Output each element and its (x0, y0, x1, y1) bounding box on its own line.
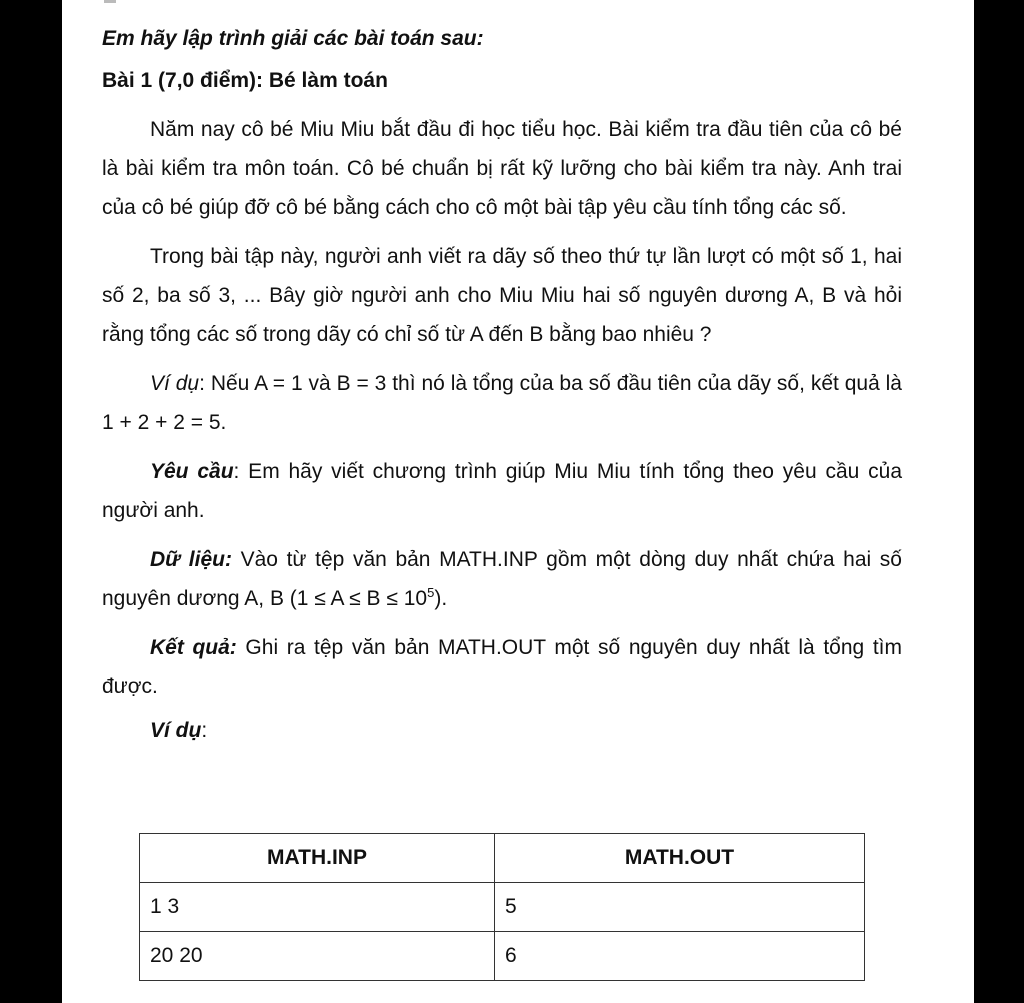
output-label: Kết quả: (150, 636, 237, 659)
cell-input: 1 3 (140, 883, 495, 932)
document-content (102, 24, 902, 756)
header-math-inp: MATH.INP (140, 834, 495, 883)
input-label: Dữ liệu: (150, 548, 232, 571)
example-text: : Nếu A = 1 và B = 3 thì nó là tổng của ba số đầu tiên của dãy số, kết quả là 1 + 2 + 2 = 5. (102, 372, 902, 434)
sample-colon: : (201, 719, 208, 742)
story-paragraph: Năm nay cô bé Miu Miu bắt đầu đi học tiểu học. Bài kiểm tra đầu tiên của cô bé là bài kiểm tra môn toán. Cô bé chuẩn bị rất kỹ lưỡng cho bài kiểm tra này. Anh trai của cô bé giúp đỡ cô bé bằng cách cho cô một bài tập yêu cầu tính tổng các số. (102, 118, 902, 219)
problem-title: Bài 1 (7,0 điểm): Bé làm toán (102, 69, 388, 92)
example-paragraph (102, 364, 902, 442)
cell-output: 5 (495, 883, 865, 932)
example-label: Ví dụ (150, 372, 200, 395)
table-row (140, 932, 865, 981)
page-edge-mark (104, 0, 116, 3)
cell-input: 20 20 (140, 932, 495, 981)
document-page (62, 0, 974, 1003)
requirement-label: Yêu cầu (150, 460, 234, 483)
sample-heading (150, 716, 902, 746)
input-text: Vào từ tệp văn bản MATH.INP gồm một dòng duy nhất chứa hai số nguyên dương A, B (1 ≤ A ≤ B ≤ 10 (102, 548, 902, 610)
input-tail: ). (434, 587, 448, 610)
cell-output: 6 (495, 932, 865, 981)
task-description-paragraph: Trong bài tập này, người anh viết ra dãy số theo thứ tự lần lượt có một số 1, hai số 2, ba số 3, ... Bây giờ người anh cho Miu Miu hai số nguyên dương A, B và hỏi rằng tổng các số trong dãy có chỉ số từ A đến B bằng bao nhiêu ? (102, 245, 902, 346)
input-paragraph (102, 540, 902, 618)
header-math-out: MATH.OUT (495, 834, 865, 883)
requirement-paragraph (102, 452, 902, 530)
sample-io-table (139, 833, 865, 981)
output-paragraph (102, 628, 902, 706)
table-row (140, 883, 865, 932)
output-text: Ghi ra tệp văn bản MATH.OUT một số nguyên duy nhất là tổng tìm được. (102, 636, 902, 698)
requirement-text: : Em hãy viết chương trình giúp Miu Miu tính tổng theo yêu cầu của người anh. (102, 460, 902, 522)
input-exponent: 5 (427, 585, 435, 600)
assignment-heading: Em hãy lập trình giải các bài toán sau: (102, 27, 484, 50)
table-header-row (140, 834, 865, 883)
sample-label: Ví dụ (150, 719, 202, 742)
